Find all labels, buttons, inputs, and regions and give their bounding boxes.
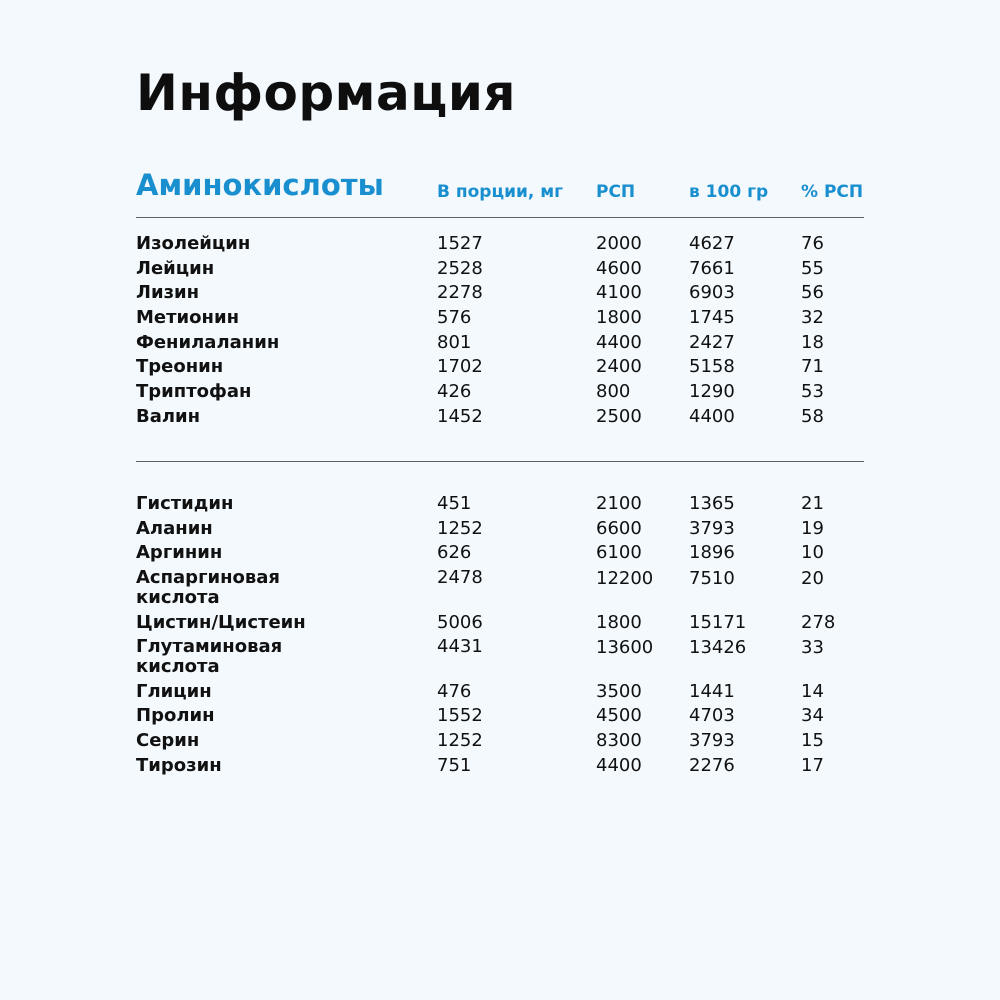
amino-acid-name: Гистидин [136,493,234,514]
amino-acid-name: Триптофан [136,381,252,403]
rsp-value: 8300 [596,730,642,752]
percent-rsp-value: 32 [801,307,824,329]
column-header-percent-rsp: % РСП [801,182,864,202]
per-serving-value: 576 [437,307,472,329]
per-100g-value: 4703 [689,705,735,727]
percent-rsp-value: 14 [801,680,824,702]
percent-rsp-value: 19 [801,517,824,539]
percent-rsp-value: 76 [801,233,824,254]
per-serving-value: 426 [437,381,472,403]
per-serving-value: 476 [437,680,472,702]
percent-rsp-value: 53 [801,381,824,403]
per-serving-value: 2278 [437,282,483,304]
per-serving-value: 1252 [437,517,483,539]
per-100g-value: 3793 [689,517,735,539]
essential-amino-acids-list [136,234,864,432]
per-serving-value: 5006 [437,611,483,633]
table-row [136,283,864,308]
per-100g-value: 7661 [689,257,735,279]
per-100g-value: 7510 [689,568,735,590]
percent-rsp-value: 10 [801,542,824,564]
per-serving-value: 1452 [437,405,483,427]
per-serving-value: 2478 [437,567,483,589]
table-row [136,519,864,544]
per-100g-value: 1896 [689,542,735,564]
table-row [136,731,864,756]
per-100g-value: 3793 [689,730,735,752]
per-100g-value: 4400 [689,405,735,427]
rsp-value: 800 [596,381,631,403]
column-header-amino-acids: Аминокислоты [136,168,384,202]
column-header-per-100g: в 100 гр [689,182,769,202]
per-100g-value: 13426 [689,637,747,659]
rsp-value: 1800 [596,611,642,633]
rsp-value: 13600 [596,637,654,659]
per-serving-value: 2528 [437,257,483,279]
table-row [136,407,864,432]
rsp-value: 6100 [596,542,642,564]
per-serving-value: 1552 [437,705,483,727]
page-title: Информация [136,64,516,122]
table-header [136,170,864,210]
amino-acid-name: Лизин [136,282,200,304]
amino-acid-name: Аланин [136,517,213,539]
amino-acid-name: Аспаргиновая кислота [136,567,280,609]
amino-acid-name: Лейцин [136,257,215,279]
rsp-value: 3500 [596,680,642,702]
percent-rsp-value: 71 [801,356,824,378]
per-100g-value: 15171 [689,611,747,633]
amino-acid-name: Аргинин [136,542,223,564]
percent-rsp-value: 21 [801,493,824,514]
percent-rsp-value: 18 [801,331,824,353]
percent-rsp-value: 17 [801,754,824,776]
rsp-value: 2000 [596,233,642,254]
amino-acid-name: Треонин [136,356,224,378]
percent-rsp-value: 56 [801,282,824,304]
per-100g-value: 1441 [689,680,735,702]
rsp-value: 4500 [596,705,642,727]
per-serving-value: 751 [437,754,472,776]
rsp-value: 4400 [596,754,642,776]
amino-acid-name: Тирозин [136,754,222,776]
amino-acid-name: Валин [136,405,201,427]
amino-acid-name: Серин [136,730,200,752]
table-row [136,637,864,682]
per-serving-value: 626 [437,542,472,564]
amino-acid-name: Глутаминовая кислота [136,636,283,678]
table-row [136,333,864,358]
rsp-value: 4400 [596,331,642,353]
table-row [136,234,864,259]
table-row [136,308,864,333]
other-amino-acids-list [136,494,864,781]
table-row [136,613,864,638]
per-100g-value: 1290 [689,381,735,403]
per-100g-value: 4627 [689,233,735,254]
per-100g-value: 1745 [689,307,735,329]
percent-rsp-value: 15 [801,730,824,752]
table-row [136,543,864,568]
rsp-value: 4100 [596,282,642,304]
table-row [136,756,864,781]
percent-rsp-value: 20 [801,568,824,590]
rsp-value: 12200 [596,568,654,590]
per-serving-value: 451 [437,493,472,514]
rsp-value: 1800 [596,307,642,329]
percent-rsp-value: 33 [801,637,824,659]
rsp-value: 4600 [596,257,642,279]
per-100g-value: 2276 [689,754,735,776]
column-header-rsp: РСП [596,182,636,202]
per-100g-value: 5158 [689,356,735,378]
amino-acid-name: Изолейцин [136,233,251,254]
percent-rsp-value: 58 [801,405,824,427]
percent-rsp-value: 34 [801,705,824,727]
column-header-per-serving: В порции, мг [437,182,564,202]
amino-acid-name: Глицин [136,680,212,702]
per-serving-value: 801 [437,331,472,353]
percent-rsp-value: 55 [801,257,824,279]
rsp-value: 2400 [596,356,642,378]
table-row [136,259,864,284]
per-100g-value: 6903 [689,282,735,304]
table-row [136,382,864,407]
per-serving-value: 1252 [437,730,483,752]
table-row [136,357,864,382]
amino-acid-name: Пролин [136,705,215,727]
table-row [136,706,864,731]
rsp-value: 6600 [596,517,642,539]
table-row [136,682,864,707]
amino-acid-name: Метионин [136,307,240,329]
group-divider [136,461,864,462]
per-serving-value: 4431 [437,636,483,658]
rsp-value: 2500 [596,405,642,427]
per-100g-value: 1365 [689,493,735,514]
per-serving-value: 1527 [437,233,483,254]
amino-acid-name: Фенилаланин [136,331,280,353]
percent-rsp-value: 278 [801,611,836,633]
rsp-value: 2100 [596,493,642,514]
table-row [136,568,864,613]
per-100g-value: 2427 [689,331,735,353]
header-divider [136,217,864,218]
per-serving-value: 1702 [437,356,483,378]
table-row [136,494,864,519]
amino-acid-name: Цистин/Цистеин [136,611,306,633]
